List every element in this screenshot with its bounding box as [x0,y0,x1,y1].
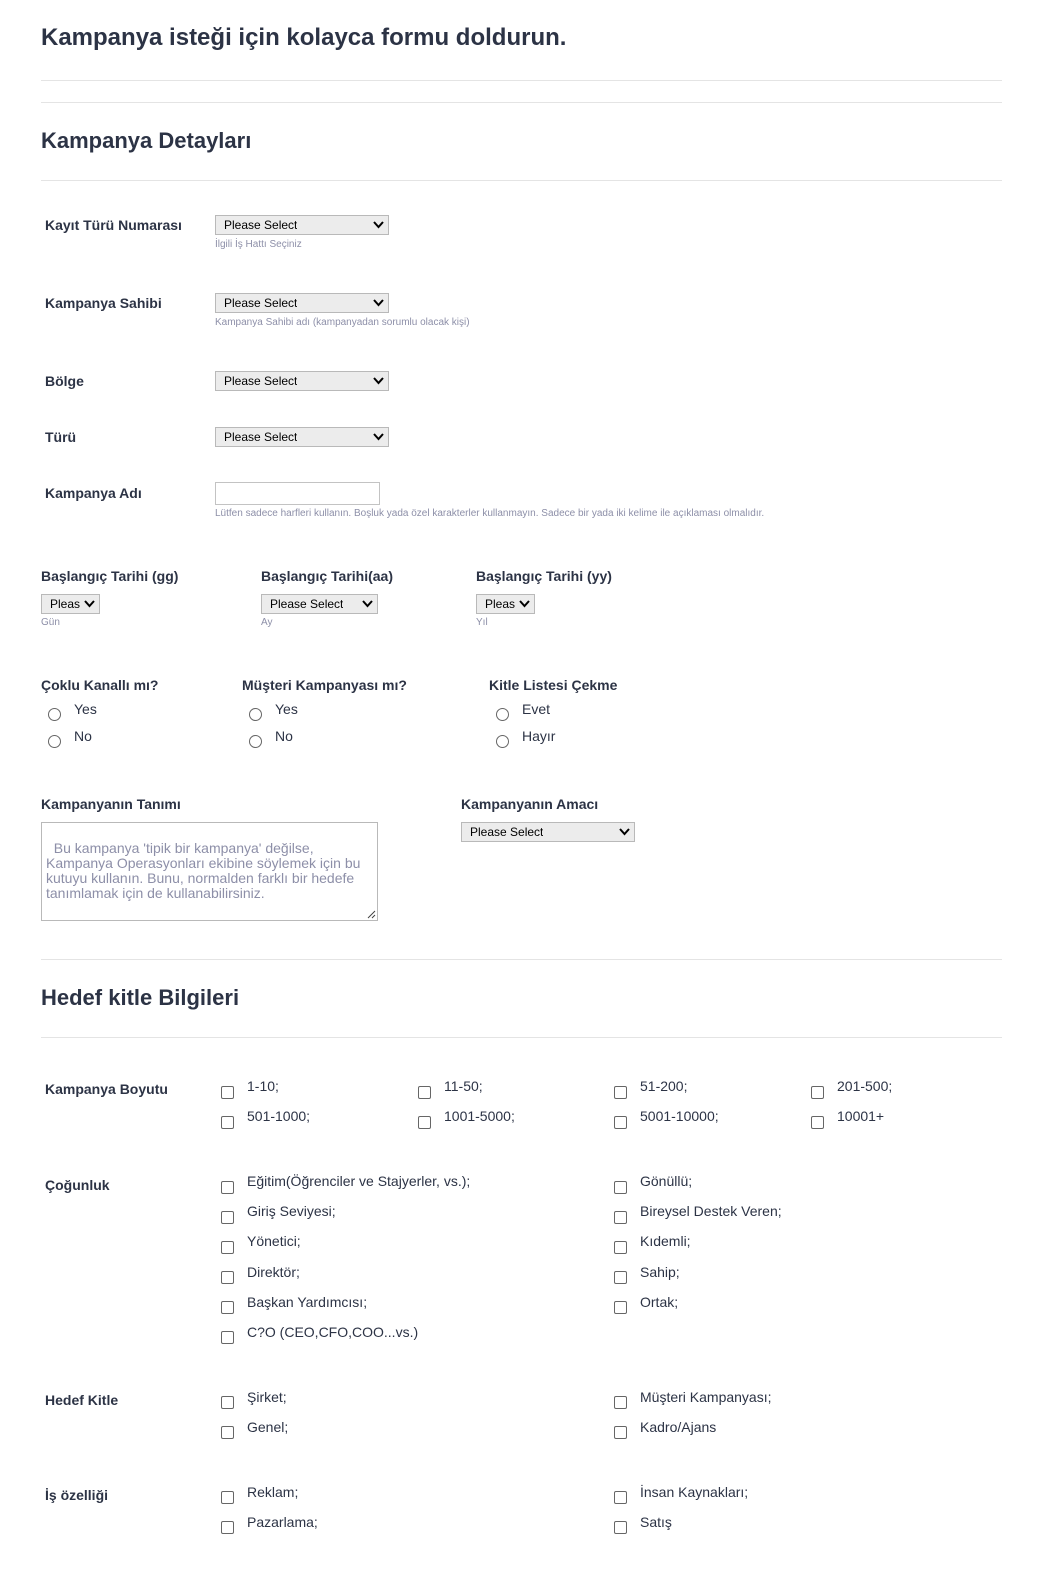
checkbox-label: 10001+ [837,1108,885,1124]
size-checkbox[interactable] [811,1116,824,1129]
radio-option-label: Hayır [522,728,556,744]
divider [41,102,1002,103]
start-month-label: Başlangıç Tarihi(aa) [261,568,394,584]
target-audience-label: Hedef Kitle [45,1392,119,1408]
checkbox-label: 1001-5000; [444,1108,515,1124]
checkbox-label: Sahip; [640,1264,680,1280]
checkbox-label: Kıdemli; [640,1233,691,1249]
start-day-sublabel: Gün [41,617,60,628]
majority-checkbox[interactable] [614,1211,627,1224]
start-year-label: Başlangıç Tarihi (yy) [476,568,612,584]
page-title: Kampanya isteği için kolayca formu doldurun. [41,24,567,51]
select-value: Please Select [224,430,298,444]
owner-sublabel: Kampanya Sahibi adı (kampanyadan sorumlu olacak kişi) [215,317,470,328]
radio-option-label: No [74,728,92,744]
size-checkbox[interactable] [221,1086,234,1099]
resize-handle-icon[interactable] [367,910,376,919]
majority-checkbox[interactable] [614,1181,627,1194]
divider [41,1037,1002,1038]
start-day-select[interactable] [41,594,100,614]
description-textarea[interactable] [41,822,378,921]
checkbox-label: 201-500; [837,1078,893,1094]
checkbox-label: C?O (CEO,CFO,COO...vs.) [247,1324,419,1340]
chevron-down-icon [619,827,630,837]
select-value: Please Select [270,597,344,611]
checkbox-label: 1-10; [247,1078,279,1094]
record-type-select[interactable] [215,215,389,235]
target-checkbox[interactable] [614,1396,627,1409]
owner-select[interactable] [215,293,389,313]
size-checkbox[interactable] [614,1086,627,1099]
checkbox-label: Bireysel Destek Veren; [640,1203,782,1219]
size-checkbox[interactable] [811,1086,824,1099]
section-title-campaign-details: Kampanya Detayları [41,128,252,153]
checkbox-label: 51-200; [640,1078,688,1094]
purpose-label: Kampanyanın Amacı [461,796,599,812]
size-checkbox[interactable] [418,1116,431,1129]
description-placeholder: Bu kampanya 'tipik bir kampanya' değilse, Kampanya Operasyonları ekibine söylemek için bu kutuyu kullanın. Bunu, normalden farklı bir hedefe tanımlamak için de kullanabilirsiniz. [46,840,365,901]
majority-checkbox[interactable] [221,1241,234,1254]
start-month-select[interactable] [261,594,378,614]
multichannel-yes-radio[interactable] [48,708,61,721]
majority-checkbox[interactable] [614,1301,627,1314]
target-checkbox[interactable] [614,1426,627,1439]
size-checkbox[interactable] [614,1116,627,1129]
audience-list-label: Kitle Listesi Çekme [489,677,618,693]
campaign-name-sublabel: Lütfen sadece harfleri kullanın. Boşluk yada özel karakterler kullanmayın. Sadece bir yada iki kelime ile açıklaması olmalıdır. [215,508,765,519]
business-checkbox[interactable] [614,1491,627,1504]
size-checkbox[interactable] [418,1086,431,1099]
checkbox-label: Genel; [247,1419,289,1435]
section-title-audience-info: Hedef kitle Bilgileri [41,985,240,1010]
business-checkbox[interactable] [614,1521,627,1534]
customer-campaign-yes-radio[interactable] [249,708,262,721]
audience-list-yes-radio[interactable] [496,708,509,721]
target-checkbox[interactable] [221,1426,234,1439]
campaign-name-label: Kampanya Adı [45,485,142,501]
majority-checkbox[interactable] [221,1211,234,1224]
start-year-sublabel: Yıl [476,617,488,628]
multichannel-label: Çoklu Kanallı mı? [41,677,159,693]
checkbox-label: Gönüllü; [640,1173,693,1189]
target-checkbox[interactable] [221,1396,234,1409]
owner-label: Kampanya Sahibi [45,295,162,311]
checkbox-label: Kadro/Ajans [640,1419,717,1435]
majority-checkbox[interactable] [221,1181,234,1194]
checkbox-label: Pazarlama; [247,1514,318,1530]
select-value: Please Select [224,374,298,388]
chevron-down-icon [373,432,384,442]
record-type-sublabel: İlgili İş Hattı Seçiniz [215,239,302,250]
audience-list-no-radio[interactable] [496,735,509,748]
start-year-select[interactable] [476,594,535,614]
campaign-name-input[interactable] [215,482,380,505]
majority-checkbox[interactable] [221,1271,234,1284]
region-label: Bölge [45,373,84,389]
purpose-select[interactable] [461,822,635,842]
majority-checkbox[interactable] [614,1271,627,1284]
size-checkbox[interactable] [221,1116,234,1129]
radio-option-label: Yes [275,701,298,717]
divider [41,959,1002,960]
description-label: Kampanyanın Tanımı [41,796,181,812]
record-type-label: Kayıt Türü Numarası [45,217,182,233]
chevron-down-icon [373,298,384,308]
type-label: Türü [45,429,77,445]
checkbox-label: Reklam; [247,1484,299,1500]
majority-checkbox[interactable] [614,1241,627,1254]
checkbox-label: Eğitim(Öğrenciler ve Stajyerler, vs.); [247,1173,471,1189]
checkbox-label: Direktör; [247,1264,300,1280]
checkbox-label: Ortak; [640,1294,679,1310]
select-value: Pleas [485,597,515,611]
checkbox-label: Şirket; [247,1389,287,1405]
chevron-down-icon [519,599,530,609]
business-checkbox[interactable] [221,1521,234,1534]
checkbox-label: 11-50; [444,1078,483,1094]
chevron-down-icon [362,599,373,609]
chevron-down-icon [373,220,384,230]
checkbox-label: 5001-10000; [640,1108,719,1124]
checkbox-label: Başkan Yardımcısı; [247,1294,368,1310]
checkbox-label: 501-1000; [247,1108,311,1124]
customer-campaign-no-radio[interactable] [249,735,262,748]
start-month-sublabel: Ay [261,617,273,628]
select-value: Please Select [470,825,544,839]
divider [41,180,1002,181]
checkbox-label: Müşteri Kampanyası; [640,1389,772,1405]
start-day-label: Başlangıç Tarihi (gg) [41,568,179,584]
business-function-label: İş özelliği [45,1487,109,1503]
customer-campaign-label: Müşteri Kampanyası mı? [242,677,407,693]
checkbox-label: Giriş Seviyesi; [247,1203,336,1219]
radio-option-label: Evet [522,701,551,717]
majority-checkbox[interactable] [221,1301,234,1314]
radio-option-label: Yes [74,701,97,717]
region-select[interactable] [215,371,389,391]
business-checkbox[interactable] [221,1491,234,1504]
checkbox-label: Yönetici; [247,1233,301,1249]
select-value: Pleas [50,597,80,611]
chevron-down-icon [84,599,95,609]
campaign-size-label: Kampanya Boyutu [45,1081,168,1097]
checkbox-label: İnsan Kaynakları; [640,1484,749,1500]
majority-checkbox[interactable] [221,1331,234,1344]
majority-label: Çoğunluk [45,1177,110,1193]
select-value: Please Select [224,218,298,232]
type-select[interactable] [215,427,389,447]
select-value: Please Select [224,296,298,310]
divider [41,80,1002,81]
chevron-down-icon [373,376,384,386]
radio-option-label: No [275,728,293,744]
multichannel-no-radio[interactable] [48,735,61,748]
checkbox-label: Satış [640,1514,672,1530]
